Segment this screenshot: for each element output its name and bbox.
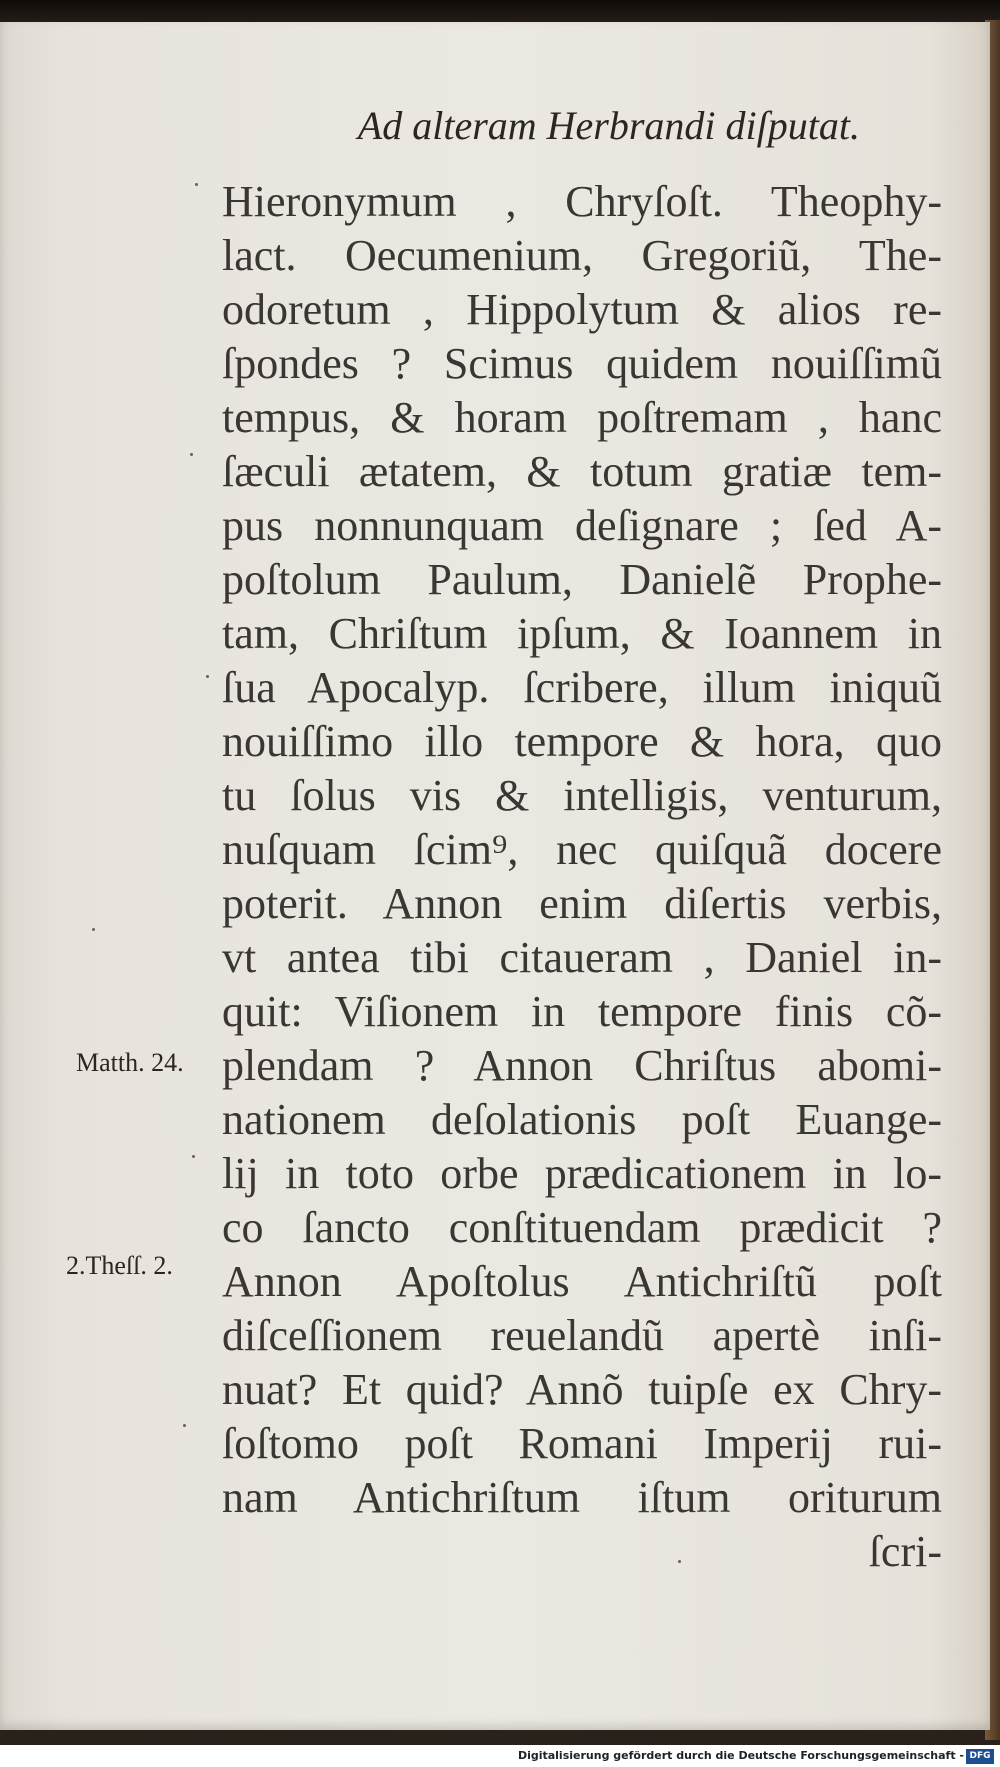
text-line-17: plendam ? Annon Chriſtus abomi- [222, 1041, 942, 1090]
text-line-23: nuat? Et quid? Annõ tuipſe ex Chry- [222, 1365, 942, 1414]
text-line-5: tempus, & horam poſtremam , hanc [222, 393, 942, 442]
ink-speck [183, 1424, 186, 1427]
digitization-credit: Digitalisierung gefördert durch die Deutsche Forschungsgemeinschaft - [517, 1749, 964, 1762]
text-line-6: ſæculi ætatem, & totum gratiæ tem- [222, 447, 942, 496]
ink-speck [92, 928, 95, 931]
running-header: Ad alteram Herbrandi diſputat. [357, 103, 860, 148]
text-line-14: poterit. Annon enim diſertis verbis, [222, 879, 942, 928]
ink-speck [195, 183, 198, 186]
text-line-24: ſoſtomo poſt Romani Imperij rui- [222, 1419, 942, 1468]
ink-speck [190, 453, 193, 456]
text-line-11: nouiſſimo illo tempore & hora, quo [222, 717, 942, 766]
text-line-18: nationem deſolationis poſt Euange- [222, 1095, 942, 1144]
text-line-10: ſua Apocalyp. ſcribere, illum iniquũ [222, 663, 942, 712]
text-line-15: vt antea tibi citaueram , Daniel in- [222, 933, 942, 982]
ink-speck [678, 1560, 681, 1563]
catchword: ſcri- [868, 1527, 942, 1576]
text-line-2: lact. Oecumenium, Gregoriũ, The- [222, 231, 942, 280]
text-line-3: odoretum , Hippolytum & alios re- [222, 285, 942, 334]
text-line-19: lij in toto orbe prædicationem in lo- [222, 1149, 942, 1198]
text-line-16: quit: Viſionem in tempore finis cõ- [222, 987, 942, 1036]
marginal-note-thessalonians: 2.Theſſ. 2. [66, 1251, 173, 1280]
text-line-13: nuſquam ſcim⁹, nec quiſquã docere [222, 825, 942, 874]
text-line-1: Hieronymum , Chryſoſt. Theophy- [222, 177, 942, 226]
text-line-20: co ſancto conſtituendam prædicit ? [222, 1203, 942, 1252]
ink-speck [206, 675, 209, 678]
text-line-21: Annon Apoſtolus Antichriſtũ poſt [222, 1257, 942, 1306]
text-line-8: poſtolum Paulum, Danielẽ Prophe- [222, 555, 942, 604]
text-line-4: ſpondes ? Scimus quidem nouiſſimũ [222, 339, 942, 388]
ink-speck [192, 1155, 195, 1158]
text-line-25: nam Antichriſtum iſtum oriturum [222, 1473, 942, 1522]
marginal-note-matthew: Matth. 24. [76, 1048, 184, 1077]
text-line-12: tu ſolus vis & intelligis, venturum, [222, 771, 942, 820]
text-line-9: tam, Chriſtum ipſum, & Ioannem in [222, 609, 942, 658]
text-line-22: diſceſſionem reuelandũ apertè inſi- [222, 1311, 942, 1360]
text-line-7: pus nonnunquam deſignare ; ſed A- [222, 501, 942, 550]
body-text [222, 175, 942, 1579]
dfg-logo: DFG [966, 1749, 994, 1764]
